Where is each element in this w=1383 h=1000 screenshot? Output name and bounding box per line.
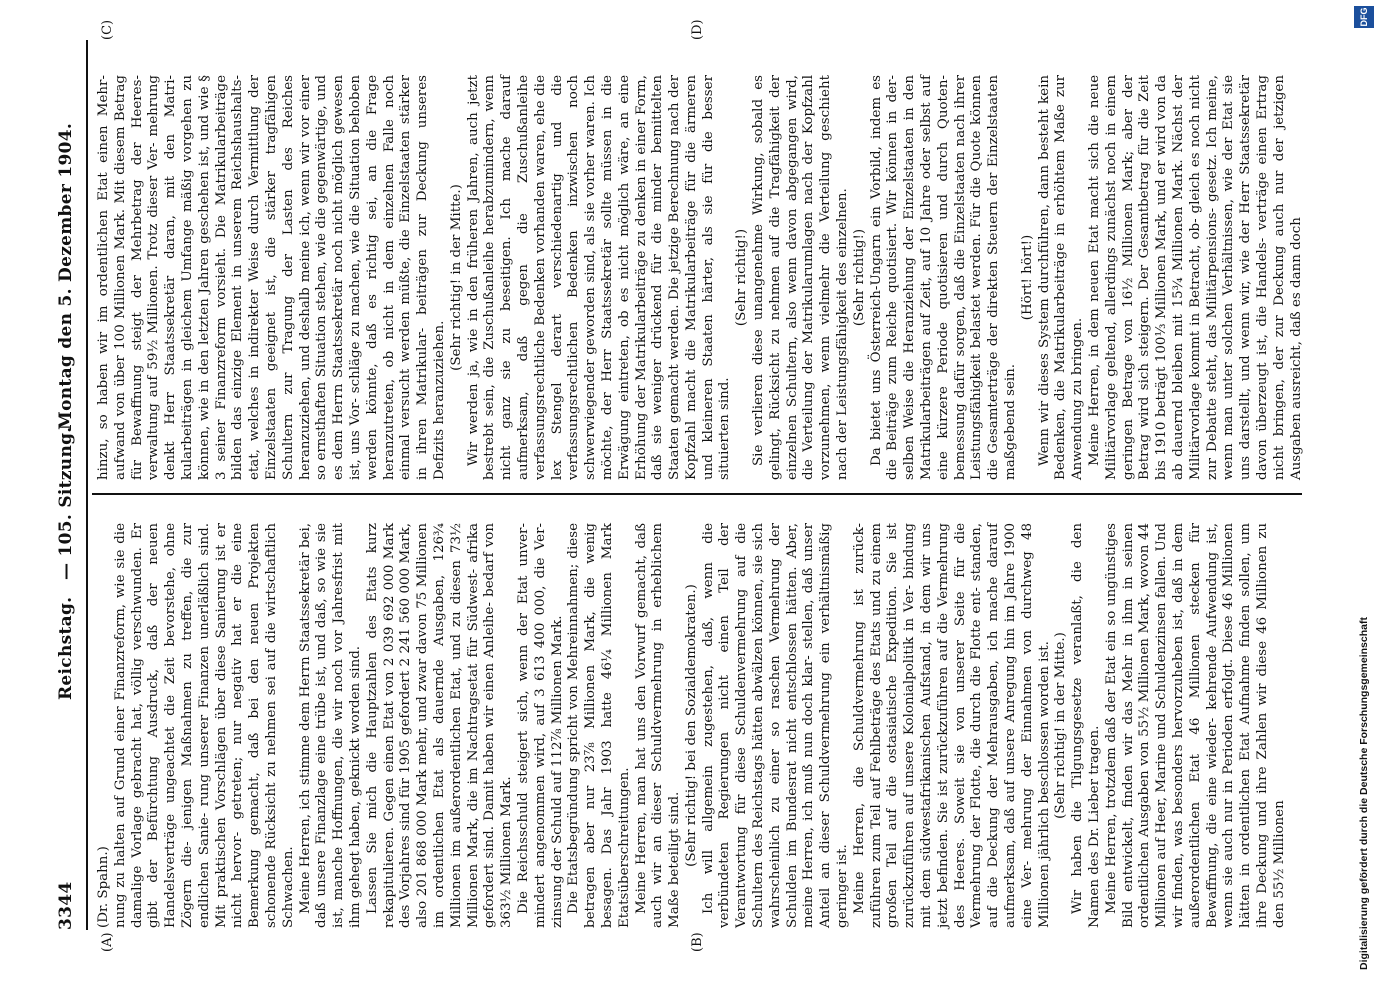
paragraph: Wenn wir dieses System durchführen, dann besteht kein Bedenken, die Matrikularbeiträge in erhöhtem Maße zur Anwendung zu bringen. (1036, 75, 1086, 480)
interjection: (Hört! hört!) (1019, 234, 1035, 321)
paragraph: Meine Herren, trotzdem daß der Etat ein so ungünstiges Bild entwickelt, finden wir das Mehr in ihm in seinen ordentlichen Ausgaben von 55½ Millionen Mark, wovon 44 Millionen auf Heer, Marine und Schuldenzinsen fallen. Und wir finden, was besonders hervorzuheben ist, daß in dem außerordentlichen Etat 46 Millionen stecken für Bewaffnung, die eine wieder- kehrende Aufwendung ist, wenn sie auch nur in Perioden erfolgt. Diese 46 Millionen hätten in ordentlichen Etat Aufnahme finden sollen, um ihre Deckung und ihre Zahlen wir diese 46 Millionen zu den 55½ Millionen (1103, 523, 1287, 928)
interjection: (Sehr richtig! bei den Sozialdemokraten.) (683, 584, 699, 867)
interjection: (Sehr richtig! in der Mitte.) (1053, 632, 1069, 819)
paragraph: Sie verlieren diese unangenehme Wirkung, sobald es gelingt, Rücksicht zu nehmen auf die Tragfähigkeit der einzelnen Schultern, also wenn davon abgegangen wird, die Verteilung der Matrikularumlagen nach der Kopfzahl vorzunehmen, wenn vielmehr die Verteilung geschieht nach der Leistungsfähigkeit des einzelnen. (751, 75, 851, 480)
paragraph: Wir werden ja, wie in den früheren Jahren, auch jetzt bestrebt sein, die Zuschußanleihe herabzumindern, wenn nicht ganz sie zu beseitigen. Ich mache darauf aufmerksam, daß gegen die Zuschußanleihe verfassungsrechtliche Bedenken vorhanden waren, ehe die lex Stengel derart verschiedenartig und die verfassungsrechtlichen Bedenken inzwischen noch schwerwiegender geworden sind, als sie vorher waren. Ich möchte, der Herr Staatssekretär sollte müssen in die Erwägung eintreten, ob es nicht möglich wäre, an eine Erhöhung der Matrikularbeiträge zu denken in einer Form, daß sie weniger drückend für die minder bemittelten Staaten gemacht werden. Die jetzige Berechnung nach der Kopfzahl macht die Matrikularbeiträge für die ärmeren und kleineren Staaten härter, als sie für die besser situierten sind. (465, 75, 733, 480)
paragraph: Wir haben die Tilgungsgesetze veranlaßt, die den Namen des Dr. Lieber tragen. (1070, 523, 1103, 928)
header-rule (86, 40, 88, 930)
session-date: Montag den 5. Dezember 1904. (56, 122, 76, 430)
paragraph: Meine Herren, ich stimme dem Herrn Staatssekretär bei, daß unsere Finanzlage eine trübe ist, und daß, so wie sie ist, manche Hoffnungen, die wir noch vor Jahresfrist mit ihm gehegt haben, geknickt worden sind. (297, 523, 363, 928)
funding-credit: Digitalisierung gefördert durch die Deutsche Forschungsgemeinschaft (1358, 617, 1370, 970)
text-column-left (96, 523, 1296, 928)
margin-marker-a: (A) (100, 932, 115, 952)
margin-marker-b: (B) (690, 932, 705, 952)
paragraph: Da bietet uns Österreich-Ungarn ein Vorbild, indem es die Beiträge zum Reiche quotisiert. Wir können in der- selben Weise die Heranziehung der Einzelstaaten in den Matrikularbeiträgen auf Zeit, auf 10 Jahre oder selbst auf eine kürzere Periode quotisieren und durch Quoten- bemessung dafür sorgen, daß die Einzelstaaten nach ihrer Leistungsfähigkeit belastet werden. Für die Quote können die Gesamterträge der direkten Steuern der Einzelstaaten maßgebend sein. (868, 75, 1019, 480)
margin-marker-d: (D) (690, 19, 705, 40)
publication-title: Reichstag. (56, 596, 76, 700)
column-divider (92, 493, 1302, 495)
paragraph: nung zu halten auf Grund einer Finanzreform, wie sie die damalige Vorlage gebracht hat, völlig verschwunden. Er gibt der Befürchtung Ausdruck, daß der neuen Handelsverträge ungeachtet die Zeit bevorstehe, ohne Zögern die- jenigen Maßnahmen zu treffen, die zur endlichen Sanie- rung unserer Finanzen unerläßlich sind. Mit praktischen Vorschlägen über diese Sanierung ist er nicht hervor- getreten; nur negativ hat er die eine Bemerkung gemacht, daß bei den neuen Projekten schonende Rücksicht zu nehmen sei auf die wirtschaftlich Schwachen. (112, 523, 296, 928)
paragraph: Ich will allgemein zugestehen, daß, wenn die verbündeten Regierungen nicht einen Teil der Verantwortung für diese Schuldenvermehrung auf die Schultern des Reichstags hätten abwälzen können, sie sich wahrscheinlich zu einer so raschen Vermehrung der Schulden im Bundesrat nicht entschlossen hätten. Aber, meine Herren, ich muß nun doch klar- stellen, daß unser Anteil an dieser Schuldvermehrung ein verhältnismäßig geringer ist. (700, 523, 851, 928)
speaker-label: (Dr. Spahn.) (96, 846, 111, 928)
page-number: 3344 (56, 881, 76, 930)
paragraph: Meine Herren, die Schuldvermehrung ist zurück- zuführen zum Teil auf Fehlbeträge des Etats und zu einem großen Teil auf die ostasiatische Expedition. Sie ist zurückzuführen auf unsere Kolonialpolitik in Ver- bindung mit dem südwestafrikanischen Aufstand, in dem wir uns jetzt befinden. Sie ist zurückzuführen auf die Vermehrung des Heeres. Soweit sie von unserer Seite für die Vermehrung der Flotte, die durch die Flotte ent- standen, auf die Deckung der Mehrausgaben, ich mache darauf aufmerksam, daß auf unsere Anregung hin im Jahre 1900 eine Ver- mehrung der Einnahmen von durchweg 48 Millionen jährlich beschlossen worden ist. (851, 523, 1052, 928)
paragraph: Die Reichsschuld steigert sich, wenn der Etat unver- mindert angenommen wird, auf 3 613 400 000, die Ver- zinsung der Schuld auf 112⅞ Millionen Mark. (515, 523, 565, 928)
paragraph: Die Etatsbegründung spricht von Mehreinnahmen; diese betragen aber nur 23⅞ Millionen Mark, die wenig besagen. Das Jahr 1903 hatte 46¼ Millionen Mark Etatsüberschreitungen. (566, 523, 632, 928)
paragraph: Meine Herren, man hat uns den Vorwurf gemacht, daß auch wir an dieser Schuldvermehrung in erheblichem Maße beteiligt sind. (633, 523, 683, 928)
interjection: (Sehr richtig! in der Mitte.) (448, 184, 464, 371)
paragraph: Lassen Sie mich die Hauptzahlen des Etats kurz rekapitulieren. Gegen einen Etat von 2 039 692 000 Mark des Vorjahres sind für 1905 gefordert 2 241 560 000 Mark, also 201 868 000 Mark mehr, und zwar davon 75 Millionen im ordentlichen Etat als dauernde Ausgaben, 126¾ Millionen im außerordentlichen Etat, und zu diesen 73½ Millionen Mark, die im Nachtragsetat für Südwest- afrika gefordert sind. Damit haben wir einen Anleihe- bedarf von 363½ Millionen Mark. (364, 523, 515, 928)
margin-marker-c: (C) (100, 19, 115, 40)
dfg-logo: DFG (1354, 6, 1374, 28)
interjection: (Sehr richtig!) (734, 228, 750, 327)
paragraph: hinzu, so haben wir im ordentlichen Etat einen Mehr- aufwand von über 100 Millionen Mark. Mit diesem Betrag für Bewaffnung steigt der Mehrbetrag der Heeres- verwaltung auf 59½ Millionen. Trotz dieser Ver- mehrung denkt Herr Staatssekretär daran, mit den Matri- kularbeiträgen in gleichem Umfange mäßig vorgehen zu können, wie in den letzten Jahren geschehen ist, und wie § 3 seiner Finanzreform vorsieht. Die Matrikularbeiträge bilden das einzige Element in unserem Reichshaushalts- etat, welches in indirekter Weise durch Vermittlung der Einzelstaaten geeignet ist, die stärker tragfähigen Schultern zur Tragung der Lasten des Reiches heranzuziehen, und deshalb meine ich, wenn wir vor einer so ernsthaften Situation stehen, wie die gegenwärtige, und es dem Herrn Staatssekretär noch nicht möglich gewesen ist, uns Vor- schläge zu machen, wie die Situation behoben werden könnte, daß es richtig sei, an die Frage heranzutreten, ob nicht in dem einzelnen Falle noch einmal versucht werden müßte, die Einzelstaaten stärker in ihren Matrikular- beiträgen zur Deckung unseres Defizits heranzuziehen. (96, 75, 447, 480)
paragraph: Meine Herren, in dem neuen Etat macht sich die neue Militärvorlage geltend, allerdings zunächst noch in einem geringen Betrage von 16½ Millionen Mark; aber der Betrag wird sich steigern. Der Gesamtbetrag für die Zeit bis 1910 beträgt 100⅓ Millionen Mark, und er wird von da ab dauernd bleiben mit 15¾ Millionen Mark. Nächst der Militärvorlage kommt in Betracht, ob- gleich es noch nicht zur Debatte steht, das Militärpensions- gesetz. Ich meine, wenn man unter solchen Verhältnissen, wie der Etat sie uns darstellt, und wenn wir, wie der Herr Staatssekretär davon überzeugt ist, die Handels- verträge einen Ertrag nicht bringen, der zur Deckung auch nur der jetzigen Ausgaben ausreicht, daß es dann doch (1087, 75, 1304, 480)
session-label: — 105. Sitzung. (56, 426, 76, 580)
interjection: (Sehr richtig!) (851, 228, 867, 327)
text-column-right (96, 75, 1304, 480)
